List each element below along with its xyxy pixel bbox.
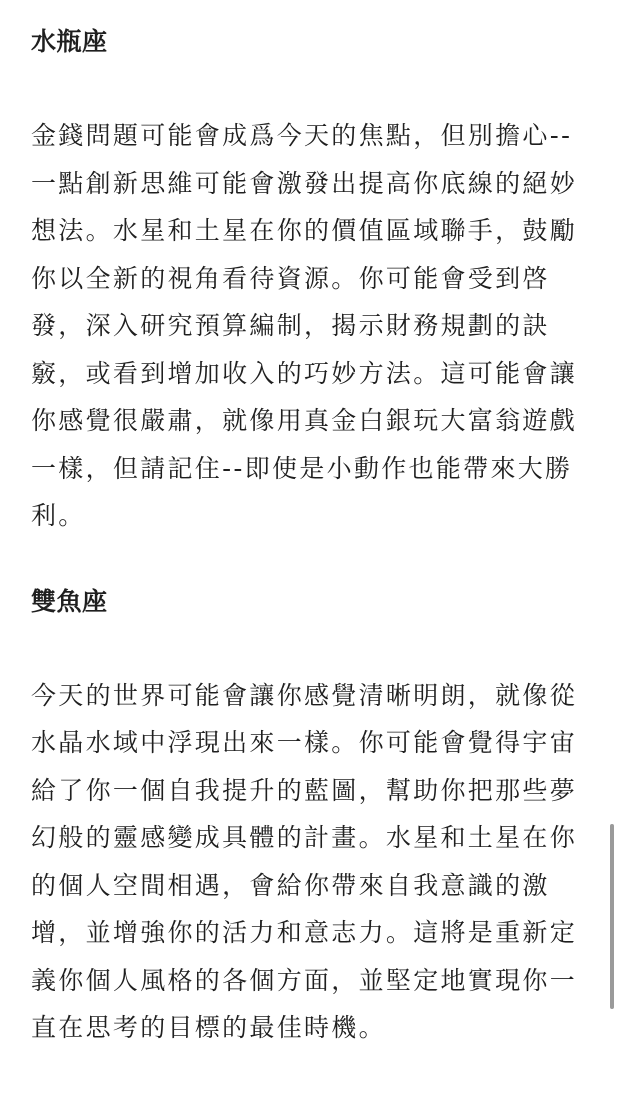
section-pisces (31, 582, 591, 1052)
horoscope-article (31, 22, 591, 1094)
scrollbar-thumb[interactable] (610, 824, 614, 1009)
section-title-pisces: 雙魚座 (31, 586, 108, 616)
section-body-pisces: 今天的世界可能會讓你感覺清晰明朗，就像從水晶水域中浮現出來一樣。你可能會覺得宇宙給了你一個自我提升的藍圖，幫助你把那些夢幻般的靈感變成具體的計畫。水星和土星在你的個人空間相遇，會給你帶來自我意識的激增，並增強你的活力和意志力。這將是重新定義你個人風格的各個方面，並堅定地實現你一直在思考的目標的最佳時機。 (31, 680, 578, 1042)
section-aquarius (31, 22, 591, 540)
section-body-aquarius: 金錢問題可能會成爲今天的焦點，但別擔心--一點創新思維可能會激發出提高你底線的絕妙想法。水星和土星在你的價值區域聯手，鼓勵你以全新的視角看待資源。你可能會受到啓發，深入研究預算編制，揭示財務規劃的訣竅，或看到增加收入的巧妙方法。這可能會讓你感覺很嚴肅，就像用真金白銀玩大富翁遊戲一樣，但請記住--即使是小動作也能帶來大勝利。 (31, 121, 578, 530)
section-title-aquarius: 水瓶座 (31, 27, 108, 56)
